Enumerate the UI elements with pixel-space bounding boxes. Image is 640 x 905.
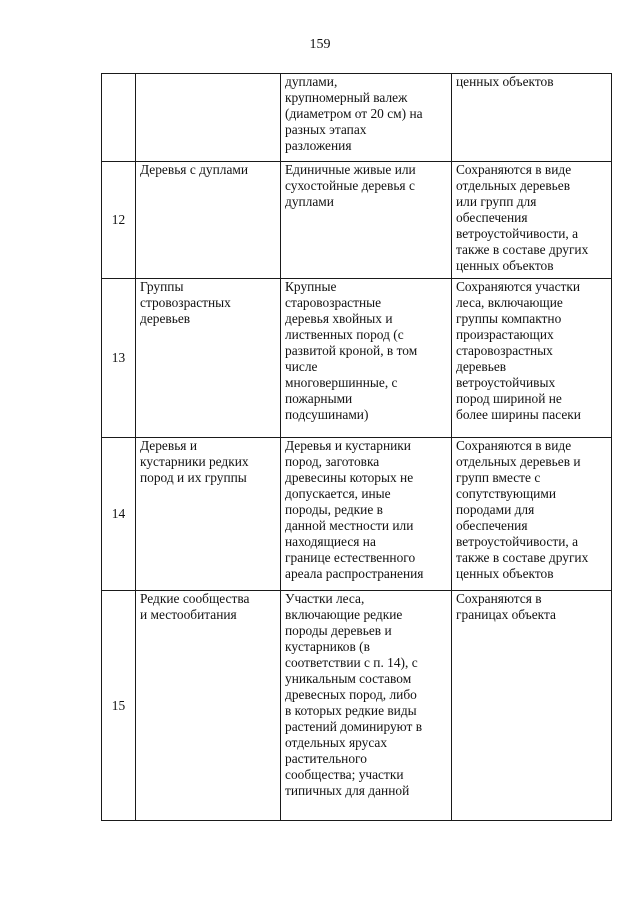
object-description-line: отдельных ярусах — [285, 735, 388, 750]
preservation-note-line: ветроустойчивости, а — [456, 534, 579, 549]
table-row — [102, 74, 612, 162]
preservation-note-line: обеспечения — [456, 518, 528, 533]
object-description-line: ареала распространения — [285, 566, 424, 581]
object-description-line: кустарников (в — [285, 639, 370, 654]
row-number-cell — [102, 591, 136, 821]
object-description-line: границе естественного — [285, 550, 416, 565]
object-description-line: разложения — [285, 138, 352, 153]
preservation-note-line: границах объекта — [456, 607, 556, 622]
object-description-line: сухостойные деревья с — [285, 178, 415, 193]
object-description-line: дуплами — [285, 194, 334, 209]
row-number: 13 — [111, 350, 126, 365]
preservation-note-line: групп вместе с — [456, 470, 541, 485]
preservation-note-line: Сохраняются в виде — [456, 162, 572, 177]
row-number: 14 — [111, 506, 126, 521]
object-description-line: допускается, иные — [285, 486, 391, 501]
row-number: 15 — [111, 697, 126, 713]
preservation-note-line: обеспечения — [456, 210, 528, 225]
preservation-note-line: или групп для — [456, 194, 537, 209]
object-description-line: разных этапах — [285, 122, 367, 137]
preservation-note-line: Сохраняются в виде — [456, 438, 572, 453]
object-description-line: пожарными — [285, 391, 353, 406]
object-description-line: данной местности или — [285, 518, 414, 533]
table-row — [102, 279, 612, 438]
object-description-line: породы деревьев и — [285, 623, 392, 638]
preservation-note-cell — [452, 279, 612, 438]
object-name-line: Группы — [140, 279, 184, 294]
object-description-line: Единичные живые или — [285, 162, 416, 177]
table-row — [102, 591, 612, 821]
preservation-note-line: также в составе других — [456, 550, 589, 565]
object-description-line: древесины которых не — [285, 470, 414, 485]
object-name-line: стровозрастных — [140, 295, 231, 310]
preservation-note-line: также в составе других — [456, 242, 589, 257]
object-name-line: Деревья с дуплами — [140, 162, 249, 177]
preservation-note-line: отдельных деревьев и — [456, 454, 581, 469]
object-description-cell — [281, 162, 452, 279]
page-number: 159 — [309, 37, 331, 52]
object-description-line: многовершинные, с — [285, 375, 398, 390]
object-description-line: Крупные — [285, 279, 337, 294]
object-description-line: включающие редкие — [285, 607, 403, 622]
row-number-cell — [102, 279, 136, 438]
table-body — [102, 74, 612, 821]
object-description-cell — [281, 591, 452, 821]
object-description-cell — [281, 74, 452, 162]
preservation-note-cell — [452, 438, 612, 591]
object-name-cell — [136, 438, 281, 591]
object-description-line: лиственных пород (с — [285, 327, 404, 342]
preservation-note-line: ветроустойчивости, а — [456, 226, 579, 241]
object-name-line: Редкие сообщества — [140, 591, 250, 606]
object-description-line: в которых редкие виды — [285, 703, 417, 718]
object-description-line: соответствии с п. 14), с — [285, 655, 418, 670]
object-name-line: деревьев — [140, 311, 191, 326]
table-row — [102, 162, 612, 279]
preservation-note-line: ценных объектов — [456, 566, 554, 581]
object-description-line: развитой кроной, в том — [285, 343, 418, 358]
preservation-note-line: леса, включающие — [456, 295, 563, 310]
object-name-line: Деревья и — [140, 438, 197, 453]
forest-objects-table — [101, 73, 612, 821]
preservation-note-line: ценных объектов — [456, 258, 554, 273]
object-description-line: (диаметром от 20 см) на — [285, 106, 423, 121]
preservation-note-line: породами для — [456, 502, 535, 517]
object-description-line: Деревья и кустарники — [285, 438, 411, 453]
preservation-note-cell — [452, 591, 612, 821]
object-name-line: и местообитания — [140, 607, 237, 622]
object-description-cell — [281, 279, 452, 438]
object-name-cell — [136, 162, 281, 279]
object-description-line: Участки леса, — [285, 591, 365, 606]
preservation-note-line: Сохраняются участки — [456, 279, 581, 294]
object-description-line: древесных пород, либо — [285, 687, 417, 702]
table-row — [102, 438, 612, 591]
preservation-note-line: Сохраняются в — [456, 591, 542, 606]
row-number-cell — [102, 438, 136, 591]
preservation-note-cell — [452, 74, 612, 162]
object-description-line: пород, заготовка — [285, 454, 380, 469]
row-number-cell — [102, 74, 136, 162]
preservation-note-line: деревьев — [456, 359, 507, 374]
object-name-cell — [136, 74, 281, 162]
preservation-note-line: отдельных деревьев — [456, 178, 571, 193]
object-name-cell — [136, 279, 281, 438]
preservation-note-line: более ширины пасеки — [456, 407, 581, 422]
preservation-note-line: старовозрастных — [456, 343, 553, 358]
object-description-line: растительного — [285, 751, 367, 766]
object-description-line: породы, редкие в — [285, 502, 383, 517]
preservation-note-line: произрастающих — [456, 327, 554, 342]
object-description-line: дуплами, — [285, 74, 338, 89]
object-description-line: старовозрастные — [285, 295, 382, 310]
object-description-line: уникальным составом — [285, 671, 412, 686]
object-description-line: деревья хвойных и — [285, 311, 393, 326]
row-number: 12 — [111, 212, 126, 227]
object-description-line: растений доминируют в — [285, 719, 423, 734]
preservation-note-line: сопутствующими — [456, 486, 556, 501]
object-name-cell — [136, 591, 281, 821]
preservation-note-line: группы компактно — [456, 311, 562, 326]
object-description-line: типичных для данной — [285, 783, 410, 798]
preservation-note-line: ветроустойчивых — [456, 375, 556, 390]
object-name-line: пород и их группы — [140, 470, 247, 485]
object-description-line: подсушинами) — [285, 407, 369, 422]
object-description-line: крупномерный валеж — [285, 90, 408, 105]
row-number-cell — [102, 162, 136, 279]
object-description-cell — [281, 438, 452, 591]
object-name-line: кустарники редких — [140, 454, 249, 469]
object-description-line: сообщества; участки — [285, 767, 404, 782]
object-description-line: находящиеся на — [285, 534, 376, 549]
preservation-note-cell — [452, 162, 612, 279]
preservation-note-line: пород шириной не — [456, 391, 562, 406]
object-description-line: числе — [285, 359, 318, 374]
preservation-note-line: ценных объектов — [456, 74, 554, 89]
